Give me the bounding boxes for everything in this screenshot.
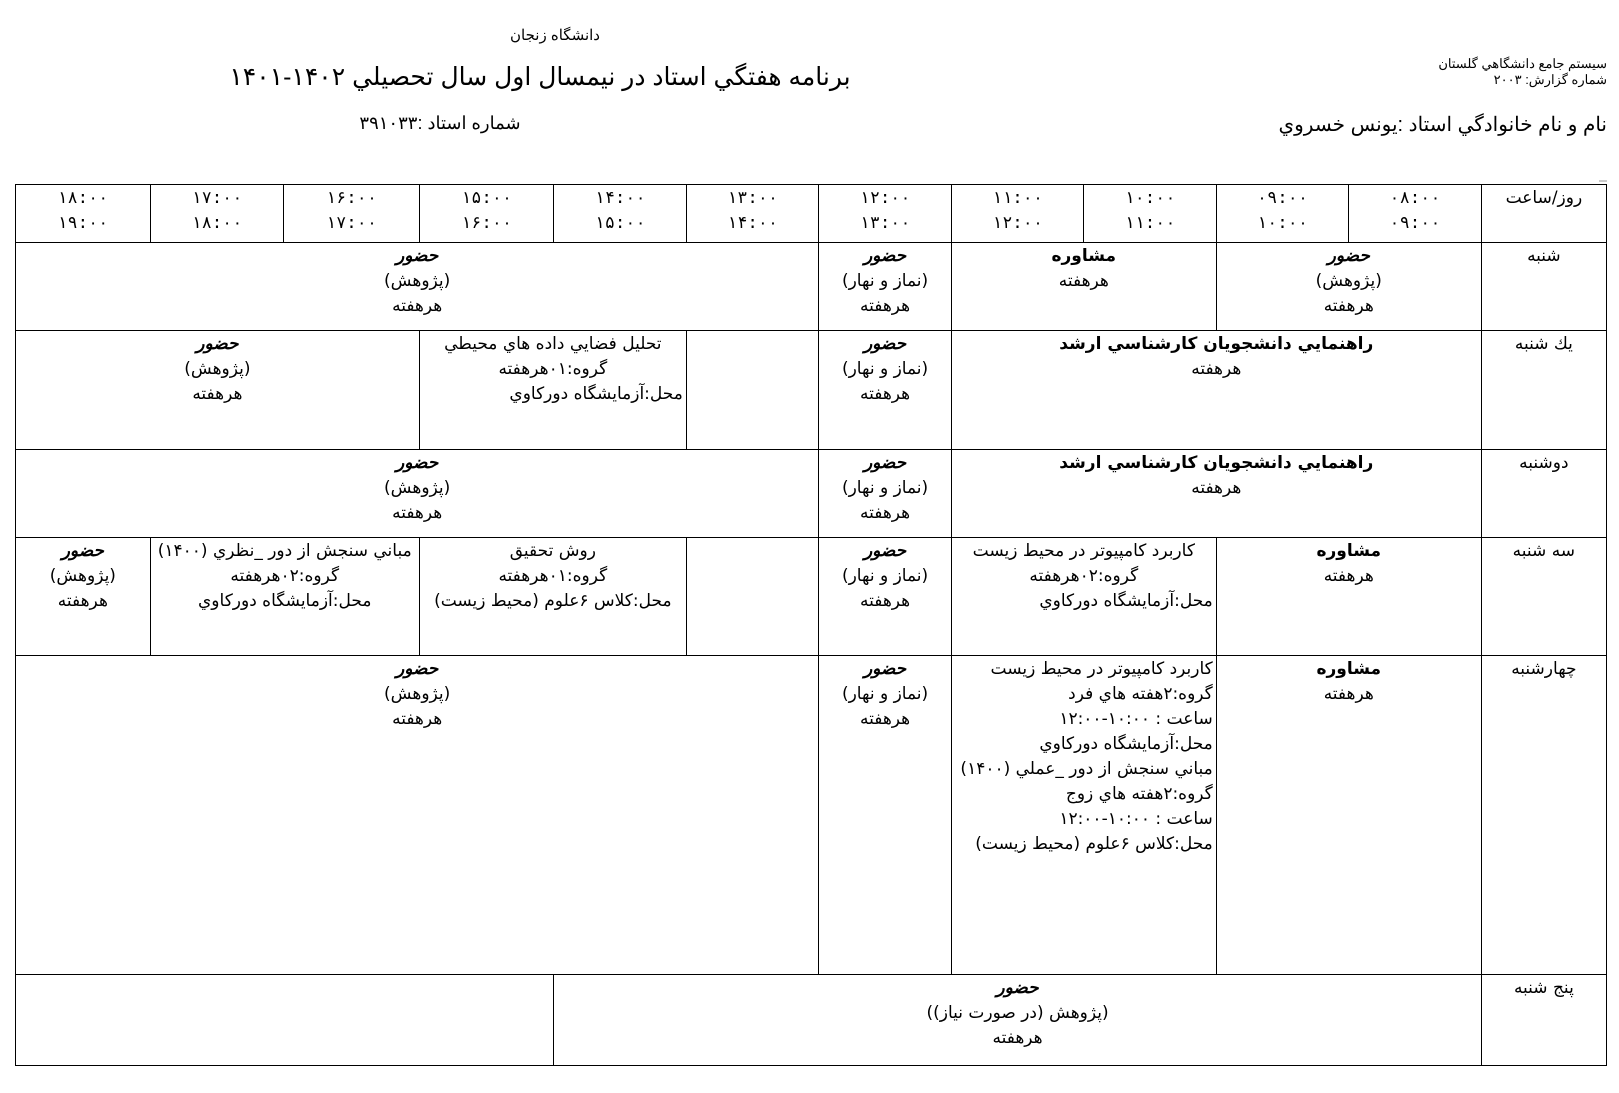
day-label: يك شنبه bbox=[1481, 330, 1606, 449]
schedule-cell: حضور (نماز و نهار) هرهفته bbox=[819, 330, 951, 449]
schedule-cell-empty bbox=[686, 330, 818, 449]
schedule-cell: حضور (پژوهش) هرهفته bbox=[16, 537, 151, 656]
time-slot-header: ۰۹:۰۰ ۱۰:۰۰ bbox=[1216, 185, 1348, 243]
time-slot-header: ۱۸:۰۰ ۱۹:۰۰ bbox=[16, 185, 151, 243]
time-slot-header: ۱۲:۰۰ ۱۳:۰۰ bbox=[819, 185, 951, 243]
schedule-cell-empty bbox=[16, 974, 554, 1065]
schedule-row-monday bbox=[16, 449, 1607, 537]
day-label: چهارشنبه bbox=[1481, 656, 1606, 974]
report-number: شماره گزارش: ۲۰۰۳ bbox=[1493, 72, 1607, 87]
schedule-cell: حضور (پژوهش) هرهفته bbox=[16, 656, 819, 974]
system-name: سيستم جامع دانشگاهي گلستان bbox=[1438, 56, 1607, 71]
schedule-cell: كاربرد كامپيوتر در محيط زيست گروه:۲هفته هاي فرد ساعت : ۱۰:۰۰-۱۲:۰۰ محل:آزمايشگاه دوركاوي مباني سنجش از دور _عملي (۱۴۰۰) گروه:۲هفته هاي زوج ساعت : ۱۰:۰۰-۱۲:۰۰ محل:كلاس ۶علوم (محيط زيست) bbox=[951, 656, 1216, 974]
day-label: سه شنبه bbox=[1481, 537, 1606, 656]
schedule-row-sunday bbox=[16, 330, 1607, 449]
day-label: دوشنبه bbox=[1481, 449, 1606, 537]
corner-mark bbox=[1599, 180, 1607, 182]
time-slot-header: ۱۵:۰۰ ۱۶:۰۰ bbox=[419, 185, 554, 243]
professor-number: شماره استاد :۳۹۱۰۳۳ bbox=[359, 113, 521, 133]
time-slot-header: ۱۶:۰۰ ۱۷:۰۰ bbox=[284, 185, 420, 243]
schedule-row-tuesday bbox=[16, 537, 1607, 656]
schedule-cell: حضور (نماز و نهار) هرهفته bbox=[819, 242, 951, 330]
time-slot-header: ۱۷:۰۰ ۱۸:۰۰ bbox=[150, 185, 284, 243]
schedule-cell: حضور (نماز و نهار) هرهفته bbox=[819, 656, 951, 974]
time-slot-header: ۱۴:۰۰ ۱۵:۰۰ bbox=[554, 185, 686, 243]
time-slot-header: ۱۰:۰۰ ۱۱:۰۰ bbox=[1084, 185, 1216, 243]
time-slot-header: ۰۸:۰۰ ۰۹:۰۰ bbox=[1349, 185, 1481, 243]
time-slot-header: ۱۱:۰۰ ۱۲:۰۰ bbox=[951, 185, 1083, 243]
schedule-cell: راهنمايي دانشجويان كارشناسي ارشد هرهفته bbox=[951, 330, 1481, 449]
header-row bbox=[16, 185, 1607, 243]
schedule-cell: حضور (پژوهش) هرهفته bbox=[16, 449, 819, 537]
day-label: پنج شنبه bbox=[1481, 974, 1606, 1065]
schedule-cell-empty bbox=[686, 537, 818, 656]
schedule-cell: مشاوره هرهفته bbox=[1216, 656, 1481, 974]
schedule-row-thursday bbox=[16, 974, 1607, 1065]
schedule-cell: مباني سنجش از دور _نظري (۱۴۰۰) گروه:۰۲هرهفته محل:آزمايشگاه دوركاوي bbox=[150, 537, 419, 656]
schedule-cell: روش تحقيق گروه:۰۱هرهفته محل:كلاس ۶علوم (محيط زيست) bbox=[419, 537, 686, 656]
system-info bbox=[1438, 56, 1607, 88]
schedule-cell: حضور (نماز و نهار) هرهفته bbox=[819, 537, 951, 656]
schedule-cell: حضور (پژوهش) هرهفته bbox=[1216, 242, 1481, 330]
weekly-schedule-table bbox=[15, 184, 1607, 1066]
schedule-cell: مشاوره هرهفته bbox=[951, 242, 1216, 330]
schedule-cell: حضور (پژوهش (در صورت نياز)) هرهفته bbox=[554, 974, 1481, 1065]
corner-header: روز/ساعت bbox=[1481, 185, 1606, 243]
schedule-row-saturday bbox=[16, 242, 1607, 330]
university-name: دانشگاه زنجان bbox=[510, 27, 600, 44]
page-title: برنامه هفتگي استاد در نيمسال اول سال تحصيلي ۱۴۰۲-۱۴۰۱ bbox=[229, 63, 851, 91]
schedule-cell: كاربرد كامپيوتر در محيط زيست گروه:۰۲هرهفته محل:آزمايشگاه دوركاوي bbox=[951, 537, 1216, 656]
professor-name: نام و نام خانوادگي استاد :يونس خسروي bbox=[1278, 114, 1607, 136]
schedule-cell: حضور (پژوهش) هرهفته bbox=[16, 330, 420, 449]
schedule-cell: راهنمايي دانشجويان كارشناسي ارشد هرهفته bbox=[951, 449, 1481, 537]
schedule-cell: حضور (نماز و نهار) هرهفته bbox=[819, 449, 951, 537]
schedule-cell: تحليل فضايي داده هاي محيطي گروه:۰۱هرهفته محل:آزمايشگاه دوركاوي bbox=[419, 330, 686, 449]
schedule-cell: مشاوره هرهفته bbox=[1216, 537, 1481, 656]
day-label: شنبه bbox=[1481, 242, 1606, 330]
schedule-cell: حضور (پژوهش) هرهفته bbox=[16, 242, 819, 330]
schedule-row-wednesday bbox=[16, 656, 1607, 974]
time-slot-header: ۱۳:۰۰ ۱۴:۰۰ bbox=[686, 185, 818, 243]
